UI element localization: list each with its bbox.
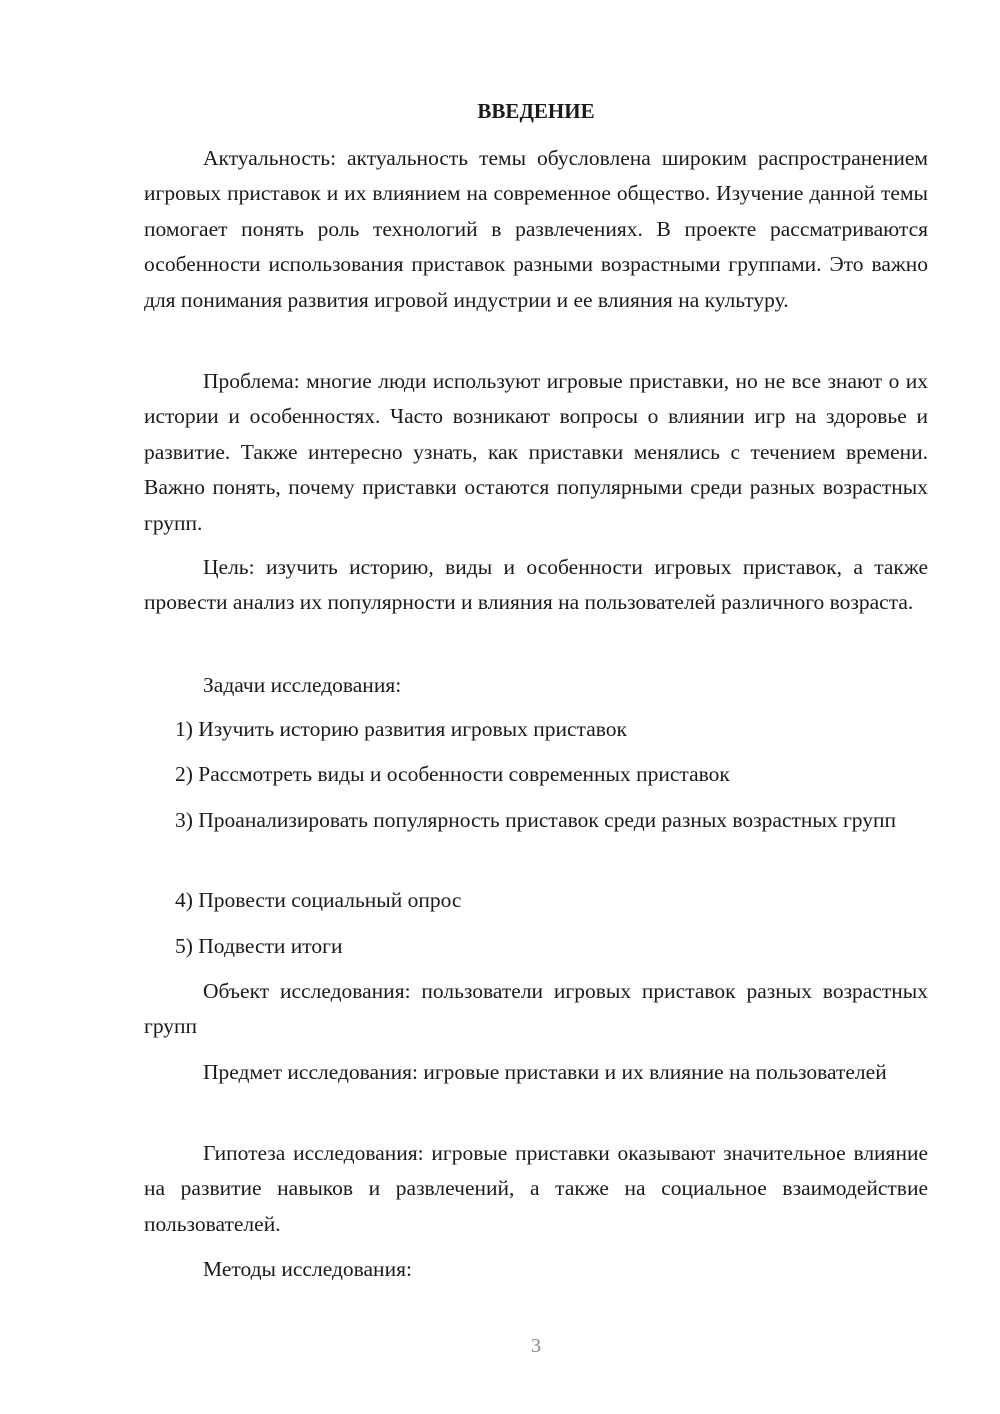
subject-paragraph: Предмет исследования: игровые приставки и их влияние на пользователей (203, 1060, 887, 1084)
page-number: 3 (531, 1335, 541, 1357)
problem-paragraph: Проблема: многие люди используют игровые приставки, но не все знают о их истории и особенностях. Часто возникают вопросы о влиянии игр на здоровье и развитие. Также интересно узнать, как приставки менялись с течением времени. Важно понять, почему приставки остаются популярными среди разных возрастных групп. (144, 369, 928, 535)
hypothesis-paragraph: Гипотеза исследования: игровые приставки оказывают значительное влияние на развитие навыков и развлечений, а также на социальное взаимодействие пользователей. (144, 1141, 928, 1236)
methods-heading: Методы исследования: (203, 1257, 412, 1281)
tasks-heading: Задачи исследования: (203, 673, 402, 697)
task-item: 5) Подвести итоги (175, 934, 343, 958)
task-item: 3) Проанализировать популярность приставок среди разных возрастных групп (175, 808, 897, 832)
task-item: 1) Изучить историю развития игровых приставок (175, 717, 627, 741)
relevance-paragraph: Актуальность: актуальность темы обусловлена широким распространением игровых приставок и их влиянием на современное общество. Изучение данной темы помогает понять роль технологий в развлечениях. В проекте рассматриваются особенности использования приставок разными возрастными группами. Это важно для понимания развития игровой индустрии и ее влияния на культуру. (144, 146, 928, 312)
task-item: 4) Провести социальный опрос (175, 888, 462, 912)
goal-paragraph: Цель: изучить историю, виды и особенности игровых приставок, а также провести анализ их популярности и влияния на пользователей различного возраста. (144, 555, 928, 615)
object-paragraph: Объект исследования: пользователи игровых приставок разных возрастных групп (144, 979, 928, 1039)
task-item: 2) Рассмотреть виды и особенности современных приставок (175, 762, 730, 786)
page-title: ВВЕДЕНИЕ (477, 99, 595, 123)
